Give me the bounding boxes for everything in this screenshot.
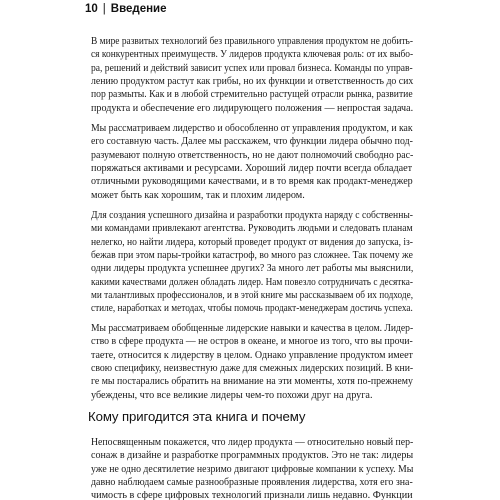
text-line: разумевают полную ответственность, но не дают полномочий свободно рас- [91,149,414,161]
paragraph-1 [91,35,413,115]
text-line: поряжаться активами и ресурсами. Хороший лидер почти всегда обладает [91,163,413,175]
running-header [85,3,167,15]
text-line: В мире развитых технологий без правильного управления продуктом не добить- [91,36,413,47]
text-line: убеждены, что все великие лидеры чем-то похожи друг на друга. [91,389,373,401]
section-heading: Кому пригодится эта книга и почему [88,409,306,424]
text-line: свою специфику, неизвестную даже для смежных лидерских позиций. В кни- [91,363,414,375]
text-line: Мы рассматриваем обобщенные лидерские навыки и качества в целом. Лидер- [91,323,414,334]
text-line: сонаж в дизайне и разработке программных продуктов. Это не так: лидеры [91,450,414,462]
text-line: ство в сфере продукта — не остров в океане, и многое из того, что вы прочи- [91,336,413,348]
text-line: ра, решений и действий зависит успех или провал бизнеса. Команды по управ- [91,62,413,74]
paragraph-4 [91,322,413,402]
page-number: 10 [85,3,98,15]
section-paragraph [91,436,413,500]
text-line: отличными руководящими качествами, и в то время как продакт-менеджер [91,176,413,188]
text-line: таете, относится к лидерству в целом. Однако управление продуктом имеет [91,349,413,361]
text-line: ми командами привлекают агентства. Руководить людьми и следовать планам [91,223,413,235]
text-line: ге мы постарались обратить на внимание на эти моменты, хотя по-прежнему [91,376,413,388]
text-line: одни лидеры продукта успешнее других? За много лет работы мы выяснили, [91,263,414,275]
text-line: давно наблюдаем самые разнообразные проявления лидерства, хотя его зна- [91,477,413,489]
text-line: лению продуктом растут как грибы, но их функции и ответственность до сих [91,76,414,88]
text-line: нелегко, но найти лидера, который проведет продукт от видения до запуска, із- [91,236,413,248]
text-line: бежав при этом пары-тройки катастроф, во много раз сложнее. Так почему же [91,250,413,262]
text-line: Непосвященным покажется, что лидер продукта — относительно новый пер- [91,437,414,448]
text-line: уже не одно десятилетие незримо двигают цифровые компании к успеху. Мы [91,463,414,475]
text-line: чимость в сфере цифровых технологий признали лишь недавно. Функции [91,490,413,500]
text-line: стиле, наработках и методах, чтобы помочь продакт-менеджерам достичь успеха. [91,303,413,315]
header-separator: | [102,3,106,15]
text-line: ми талантливых профессионалов, и в этой книге мы рассказываем об их подходе, [91,290,414,302]
text-line: ся конкурентных преимуществ. У лидеров продукта ключевая роль: от их выбо- [91,49,414,61]
text-line: может быть как хорошим, так и плохим лидером. [91,189,305,201]
chapter-title: Введение [110,3,167,15]
text-line: Мы рассматриваем лидерство и обособленно от управления продуктом, и как [91,123,413,134]
text-line: пор размыты. Как и в любой стремительно растущей отрасли рынка, развитие [91,89,413,101]
text-line: его составную часть. Далее мы расскажем, что функции лидера обычно под- [91,136,413,148]
paragraph-3 [91,209,413,316]
text-line: какими качествами должен обладать лидер. Нам повезло сотрудничать с десятка- [91,276,413,288]
text-line: Для создания успешного дизайна и разработки продукта наряду с собственны- [91,210,413,221]
paragraph-2 [91,122,413,202]
text-line: продукта и обеспечение его лидирующего положения — непростая задача. [91,102,414,114]
